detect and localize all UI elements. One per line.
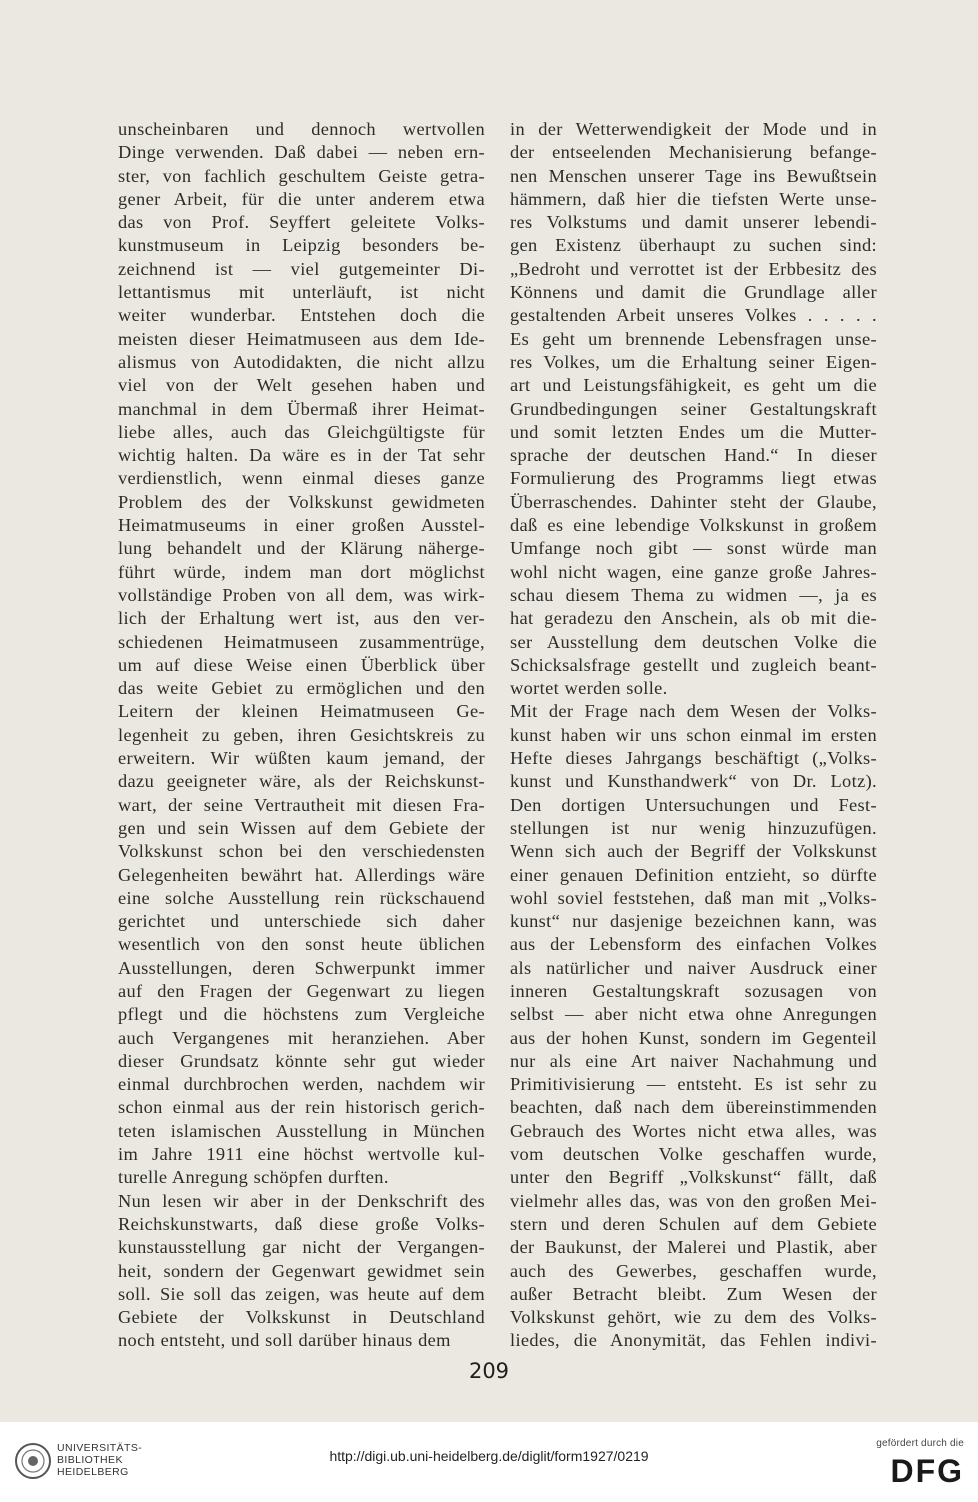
- text-line: verdienstlich, wenn einmal dieses ganze: [118, 468, 485, 489]
- funding-notice[interactable]: [869, 1438, 964, 1489]
- text-line: pflegt und die höchstens zum Vergleiche: [118, 1004, 485, 1025]
- text-line: teten islamischen Ausstellung in München: [118, 1120, 485, 1141]
- text-line: stern und deren Schulen auf dem Gebiete: [510, 1213, 877, 1234]
- text-line: zeichnend ist — viel gutgemeinter Di-: [118, 258, 485, 279]
- text-line: Dinge verwenden. Daß dabei — neben ern-: [118, 142, 485, 163]
- text-line: in der Wetterwendigkeit der Mode und in: [510, 119, 877, 139]
- text-line: kunstmuseum in Leipzig besonders be-: [118, 235, 485, 256]
- text-line: unter den Begriff „Volkskunst“ fällt, daß: [510, 1167, 877, 1188]
- text-line: auch des Gewerbes, geschaffen wurde,: [510, 1260, 877, 1281]
- text-line: res Volkes, um die Erhaltung seiner Eigen-: [510, 351, 877, 372]
- text-line: lung behandelt und der Klärung näherge-: [118, 538, 485, 559]
- text-line: Könnens und damit die Grundlage aller: [510, 282, 877, 303]
- right-text-column: [510, 118, 877, 1353]
- text-line: dieser Grundsatz könnte sehr gut wieder: [118, 1050, 485, 1071]
- text-line: Gelegenheiten bewährt hat. Allerdings wäre: [118, 864, 485, 885]
- page-number: 209: [468, 1359, 510, 1383]
- text-line: turelle Anregung schöpfen durften.: [118, 1167, 389, 1188]
- text-line: res Volkstums und damit unserer lebendi-: [510, 212, 877, 233]
- text-line: viel von der Welt gesehen haben und: [118, 375, 485, 396]
- text-line: Formulierung des Programms liegt etwas: [510, 468, 877, 489]
- text-line: um auf diese Weise einen Überblick über: [118, 654, 485, 675]
- text-line: soll. Sie soll das zeigen, was heute auf dem: [118, 1283, 485, 1304]
- text-line: Umfange noch gibt — sonst würde man: [510, 538, 877, 559]
- text-line: Schicksalsfrage gestellt und zugleich beant-: [510, 654, 877, 675]
- text-line: Nun lesen wir aber in der Denkschrift des: [118, 1190, 485, 1211]
- text-line: Wenn sich auch der Begriff der Volkskunst: [510, 841, 877, 862]
- text-line: gener Arbeit, für die unter anderem etwa: [118, 188, 485, 209]
- text-line: lich der Erhaltung wert ist, aus den ver-: [118, 608, 485, 629]
- text-line: auf den Fragen der Gegenwart zu liegen: [118, 980, 485, 1001]
- text-line: Den dortigen Untersuchungen und Fest-: [510, 794, 877, 815]
- text-line: schau diesem Thema zu widmen —, ja es: [510, 584, 877, 605]
- text-line: kunstausstellung gar nicht der Vergangen-: [118, 1237, 485, 1258]
- text-line: Reichskunstwarts, daß diese große Volks-: [118, 1213, 485, 1234]
- text-line: noch entsteht, und soll darüber hinaus dem: [118, 1330, 451, 1351]
- permalink-url[interactable]: http://digi.ub.uni-heidelberg.de/diglit/form1927/0219: [329, 1448, 649, 1464]
- text-line: kunst haben wir uns schon einmal im ersten: [510, 724, 877, 745]
- text-line: Primitivisierung — entsteht. Es ist sehr zu: [510, 1074, 877, 1095]
- text-line: Problem des der Volkskunst gewidmeten: [118, 491, 485, 512]
- text-line: beachten, daß nach dem übereinstimmenden: [510, 1097, 877, 1118]
- text-line: einer genauen Definition entzieht, so dürfte: [510, 864, 877, 885]
- text-line: eine solche Ausstellung rein rückschauend: [118, 887, 485, 908]
- text-line: Ausstellungen, deren Schwerpunkt immer: [118, 957, 485, 978]
- text-line: Mit der Frage nach dem Wesen der Volks-: [510, 701, 877, 722]
- text-line: hat geradezu den Anschein, als ob mit die-: [510, 608, 877, 629]
- text-line: Volkskunst gehört, wie zu dem des Volks-: [510, 1307, 877, 1328]
- text-line: Es geht um brennende Lebensfragen unse-: [510, 328, 877, 349]
- text-line: daß es eine lebendige Volkskunst in großem: [510, 515, 877, 536]
- text-line: wohl soviel feststehen, daß man mit „Volks-: [510, 887, 877, 908]
- left-text-column: [118, 118, 485, 1353]
- text-line: „Bedroht und verrottet ist der Erbbesitz des: [510, 258, 877, 279]
- text-line: schon einmal aus der rein historisch gerich-: [118, 1097, 485, 1118]
- text-line: und somit letzten Endes um die Mutter-: [510, 421, 877, 442]
- text-line: das weite Gebiet zu ermöglichen und den: [118, 678, 485, 699]
- text-line: Überraschendes. Dahinter steht der Glaube,: [510, 491, 877, 512]
- text-line: vielmehr alles das, was von den großen Mei-: [510, 1190, 877, 1211]
- text-line: vom deutschen Volke geschaffen wurde,: [510, 1144, 877, 1165]
- text-line: manchmal in dem Übermaß ihrer Heimat-: [118, 398, 485, 419]
- text-line: inneren Gestaltungskraft sozusagen von: [510, 980, 877, 1001]
- dfg-logo: DFG: [890, 1453, 964, 1489]
- text-line: wesentlich von den sonst heute üblichen: [118, 934, 485, 955]
- text-line: gestaltenden Arbeit unseres Volkes . . . . .: [510, 305, 877, 326]
- text-line: Grundbedingungen seiner Gestaltungskraft: [510, 398, 877, 419]
- funding-label: gefördert durch die: [876, 1438, 964, 1449]
- text-line: nur als eine Art naiver Nachahmung und: [510, 1050, 877, 1071]
- text-line: wichtig halten. Da wäre es in der Tat sehr: [118, 445, 485, 466]
- text-line: nen Menschen unserer Tage ins Bewußtsein: [510, 165, 877, 186]
- text-line: wohl nicht wagen, eine ganze große Jahres-: [510, 561, 877, 582]
- text-line: lettantismus mit unterläuft, ist nicht: [118, 282, 485, 303]
- text-line: ster, von fachlich geschultem Geiste getra-: [118, 165, 485, 186]
- text-line: liebe alles, auch das Gleichgültigste für: [118, 421, 485, 442]
- text-line: der entseelenden Mechanisierung befange-: [510, 142, 877, 163]
- text-line: schiedenen Heimatmuseen zusammentrüge,: [118, 631, 485, 652]
- text-line: art und Leistungsfähigkeit, es geht um die: [510, 375, 877, 396]
- text-line: Leitern der kleinen Heimatmuseen Ge-: [118, 701, 485, 722]
- text-line: hämmern, daß hier die tiefsten Werte unse-: [510, 188, 877, 209]
- text-line: ser Ausstellung dem deutschen Volke die: [510, 631, 877, 652]
- text-line: das von Prof. Seyffert geleitete Volks-: [118, 212, 485, 233]
- text-line: stellungen ist nur wenig hinzuzufügen.: [510, 817, 877, 838]
- text-line: vollständige Proben von all dem, was wirk-: [118, 584, 485, 605]
- library-name-line-1: UNIVERSITÄTS-: [57, 1442, 143, 1454]
- text-line: wart, der seine Vertrautheit mit diesen Fra-: [118, 794, 485, 815]
- text-line: gen und sein Wissen auf dem Gebiete der: [118, 817, 485, 838]
- text-line: alismus von Autodidakten, die nicht allzu: [118, 351, 485, 372]
- text-line: erweitern. Wir wüßten kaum jemand, der: [118, 748, 485, 769]
- text-line: unscheinbaren und dennoch wertvollen: [118, 119, 485, 139]
- text-line: liedes, die Anonymität, das Fehlen indivi-: [510, 1330, 877, 1351]
- text-line: im Jahre 1911 eine höchst wertvolle kul-: [118, 1144, 485, 1165]
- text-line: wortet werden solle.: [510, 678, 668, 699]
- text-line: führt würde, indem man dort möglichst: [118, 561, 485, 582]
- text-line: Volkskunst schon bei den verschiedensten: [118, 841, 485, 862]
- library-name-line-2: BIBLIOTHEK: [57, 1454, 123, 1466]
- viewer-footer: [0, 1422, 978, 1502]
- text-line: dazu geeigneter wäre, als der Reichskunst-: [118, 771, 485, 792]
- text-line: der Baukunst, der Malerei und Plastik, aber: [510, 1237, 877, 1258]
- text-line: kunst und Kunsthandwerk“ von Dr. Lotz).: [510, 771, 877, 792]
- text-line: auch Vergangenes mit heranziehen. Aber: [118, 1027, 485, 1048]
- text-line: Gebrauch des Wortes nicht etwa alles, was: [510, 1120, 877, 1141]
- text-line: gerichtet und unterschiede sich daher: [118, 911, 485, 932]
- text-line: selbst — aber nicht etwa ohne Anregungen: [510, 1004, 877, 1025]
- text-line: einmal durchbrochen werden, nachdem wir: [118, 1074, 485, 1095]
- text-line: außer Betracht bleibt. Zum Wesen der: [510, 1283, 877, 1304]
- text-line: aus der Lebensform des einfachen Volkes: [510, 934, 877, 955]
- library-name-line-3: HEIDELBERG: [57, 1466, 129, 1478]
- text-line: gen Existenz überhaupt zu suchen sind:: [510, 235, 877, 256]
- text-line: heit, sondern der Gegenwart gewidmet sein: [118, 1260, 485, 1281]
- text-line: Gebiete der Volkskunst in Deutschland: [118, 1307, 485, 1328]
- text-line: meisten dieser Heimatmuseen aus dem Ide-: [118, 328, 485, 349]
- text-line: legenheit zu geben, ihren Gesichtskreis zu: [118, 724, 485, 745]
- text-line: kunst“ nur dasjenige bezeichnen kann, was: [510, 911, 877, 932]
- text-line: aus der hohen Kunst, sondern im Gegenteil: [510, 1027, 877, 1048]
- text-line: als natürlicher und naiver Ausdruck einer: [510, 957, 877, 978]
- text-line: Hefte dieses Jahrgangs beschäftigt („Volks-: [510, 748, 877, 769]
- text-line: weiter wunderbar. Entstehen doch die: [118, 305, 485, 326]
- text-line: Heimatmuseums in einer großen Ausstel-: [118, 515, 485, 536]
- text-line: sprache der deutschen Hand.“ In dieser: [510, 445, 877, 466]
